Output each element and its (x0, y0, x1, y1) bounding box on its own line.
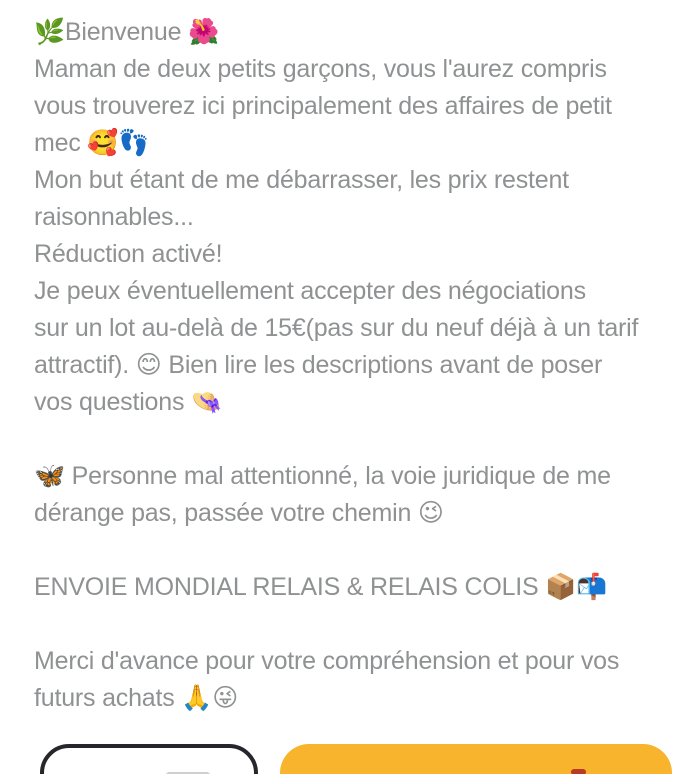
description-blank-line (34, 421, 682, 458)
description-line: vous trouverez ici principalement des affaires de petit (34, 92, 612, 120)
description-line: Maman de deux petits garçons, vous l'aurez compris (34, 55, 607, 83)
description-line: Réduction activé! (34, 240, 223, 268)
primary-action-button[interactable] (280, 744, 672, 774)
description-line: mec 🥰👣 (34, 129, 150, 157)
description-line: sur un lot au-delà de 15€(pas sur du neuf déjà à un tarif (34, 314, 639, 342)
description-line: Je peux éventuellement accepter des négociations (34, 277, 586, 305)
action-button-bar (0, 744, 700, 774)
description-line: raisonnables... (34, 203, 194, 231)
description-line: ENVOIE MONDIAL RELAIS & RELAIS COLIS 📦📬 (34, 573, 608, 601)
description-line: attractif). 😊 Bien lire les descriptions avant de poser (34, 351, 603, 379)
description-line: 🦋 Personne mal attentionné, la voie juridique de me (34, 462, 611, 490)
description-blank-line (34, 532, 682, 569)
description-line: futurs achats 🙏😜 (34, 684, 239, 712)
description-line: Mon but étant de me débarrasser, les prix restent (34, 166, 569, 194)
description-line: vos questions 👒 (34, 388, 222, 416)
description-line: 🌿Bienvenue 🌺 (34, 18, 219, 46)
cut-off-label-glyph (571, 769, 586, 774)
description-blank-line (34, 606, 682, 643)
description-line: Merci d'avance pour votre compréhension et pour vos (34, 647, 620, 675)
left-action-button[interactable] (40, 744, 258, 774)
profile-description (34, 14, 682, 717)
description-line: dérange pas, passée votre chemin 😉 (34, 499, 444, 527)
